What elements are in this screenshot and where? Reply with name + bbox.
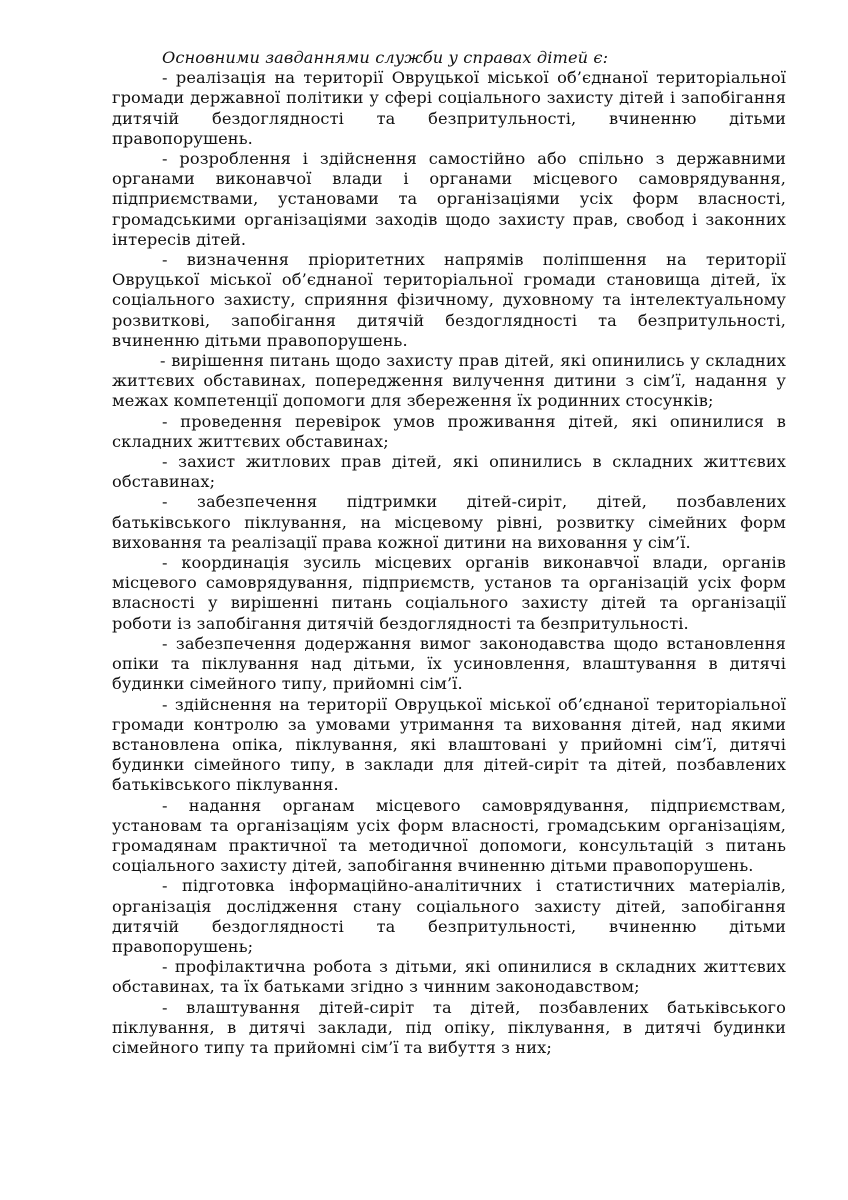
task-item: - вирішення питань щодо захисту прав дітей, які опинились у складних життєвих обставинах, попередження вилучення дитини з сім’ї, надання у межах компетенції допомоги для збереження їх родинних стосунків; [112, 351, 786, 411]
task-item: - визначення пріоритетних напрямів поліпшення на території Овруцької міської об’єднаної територіальної громади становища дітей, їх соціального захисту, сприяння фізичному, духовному та інтелектуальному розвиткові, запобігання дитячій бездоглядності та безпритульності, вчиненню дітьми правопорушень. [112, 250, 786, 350]
task-item: - профілактична робота з дітьми, які опинилися в складних життєвих обставинах, та їх батьками згідно з чинним законодавством; [112, 957, 786, 997]
task-item: - координація зусиль місцевих органів виконавчої влади, органів місцевого самоврядування, підприємств, установ та організацій усіх форм власності у вирішенні питань соціального захисту дітей та організації роботи із запобігання дитячій бездоглядності та безпритульності. [112, 553, 786, 633]
task-item: - захист житлових прав дітей, які опинились в складних життєвих обставинах; [112, 452, 786, 492]
task-item: - підготовка інформаційно-аналітичних і статистичних матеріалів, організація дослідження стану соціального захисту дітей, запобігання дитячій бездоглядності та безпритульності, вчиненню дітьми правопорушень; [112, 876, 786, 956]
task-item: - надання органам місцевого самоврядування, підприємствам, установам та організаціям усіх форм власності, громадським організаціям, громадянам практичної та методичної допомоги, консультацій з питань соціального захисту дітей, запобігання вчиненню дітьми правопорушень. [112, 795, 786, 876]
task-item: - реалізація на території Овруцької міської об’єднаної територіальної громади державної політики у сфері соціального захисту дітей і запобігання дитячій бездоглядності та безпритульності, вчиненню дітьми правопорушень. [112, 68, 786, 148]
task-item: - здійснення на території Овруцької міської об’єднаної територіальної громади контролю за умовами утримання та виховання дітей, над якими встановлена опіка, піклування, які влаштовані у прийомні сім’ї, дитячі будинки сімейного типу, в заклади для дітей-сиріт та дітей, позбавлених батьківського піклування. [112, 694, 786, 795]
task-item: - забезпечення додержання вимог законодавства щодо встановлення опіки та піклування над дітьми, їх усиновлення, влаштування в дитячі будинки сімейного типу, прийомні сім’ї. [112, 633, 786, 694]
task-item: - влаштування дітей-сиріт та дітей, позбавлених батьківського піклування, в дитячі заклади, під опіку, піклування, в дитячі будинки сімейного типу та прийомні сім’ї та вибуття з них; [112, 997, 786, 1057]
task-item: - забезпечення підтримки дітей-сиріт, дітей, позбавлених батьківського піклування, на місцевому рівні, розвитку сімейних форм виховання та реалізації права кожної дитини на виховання у сім’ї. [112, 492, 786, 552]
section-heading: Основними завданнями служби у справах дітей є: [162, 48, 609, 67]
document-page [112, 48, 786, 1058]
task-item: - розроблення і здійснення самостійно або спільно з державними органами виконавчої влади і органами місцевого самоврядування, підприємствами, установами та організаціями усіх форм власності, громадськими організаціями заходів щодо захисту прав, свобод і законних інтересів дітей. [112, 149, 786, 249]
task-item: - проведення перевірок умов проживання дітей, які опинилися в складних життєвих обставинах; [112, 411, 786, 451]
